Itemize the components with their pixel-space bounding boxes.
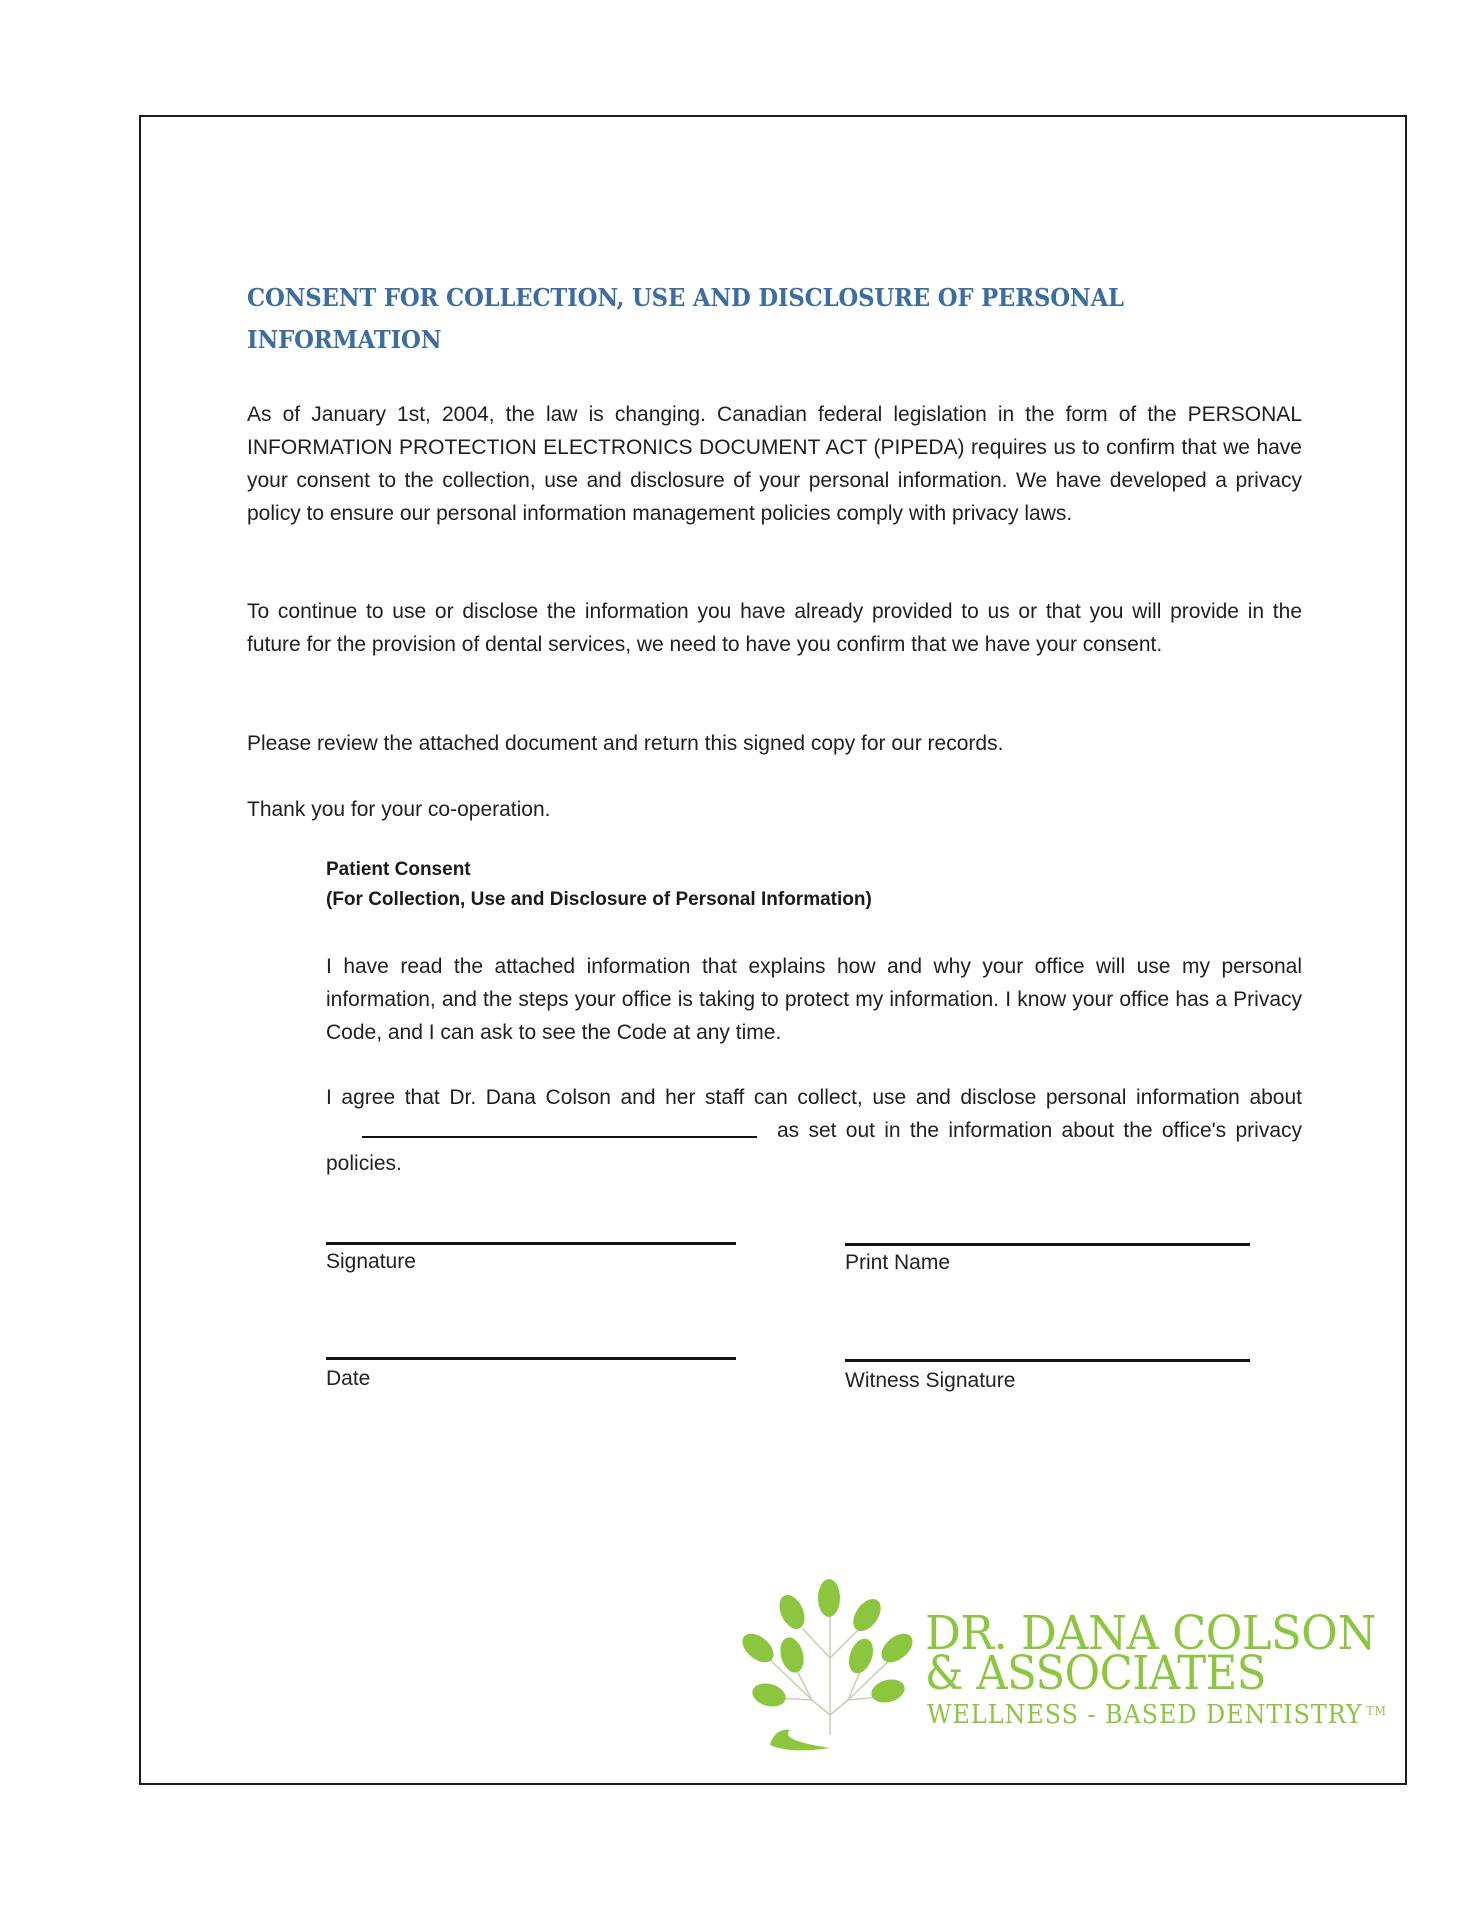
consent-agreement (326, 1081, 1302, 1180)
logo-tagline (927, 1700, 1387, 1730)
print-name-label: Print Name (845, 1251, 951, 1274)
leaf-base-swoosh (770, 1730, 830, 1751)
leaf (845, 1635, 878, 1676)
patient-consent-heading: Patient Consent (326, 859, 471, 880)
leaf (876, 1628, 918, 1668)
leaf (848, 1594, 887, 1636)
signature-field-line[interactable] (326, 1242, 736, 1245)
patient-consent-subheading: (For Collection, Use and Disclosure of Personal Information) (326, 889, 872, 910)
print-name-field-line[interactable] (845, 1243, 1250, 1246)
date-field-line[interactable] (326, 1357, 736, 1360)
date-label: Date (326, 1367, 371, 1390)
tree-icon (730, 1570, 930, 1760)
leaf (869, 1676, 908, 1706)
review-instruction-paragraph: Please review the attached document and return this signed copy for our records. (247, 732, 1004, 755)
witness-signature-field-line[interactable] (845, 1359, 1250, 1362)
signature-label: Signature (326, 1250, 416, 1273)
logo-associates: & ASSOCIATES (925, 1646, 1266, 1701)
leaf (818, 1579, 840, 1617)
patient-name-blank-field[interactable] (362, 1136, 757, 1138)
leaf (774, 1591, 809, 1633)
trademark-symbol: TM (1366, 1704, 1387, 1718)
intro-paragraph: As of January 1st, 2004, the law is changing. Canadian federal legislation in the form of the PERSONAL INFORMATION PROTECTION ELECTRONICS DOCUMENT ACT (PIPEDA) requires us to confirm that we have your consent to the collection, use and disclosure of your personal information. We have developed a privacy policy to ensure our personal information management policies comply with privacy laws. (247, 403, 1302, 525)
consent-statement: I have read the attached information that explains how and why your office will use my personal information, and the steps your office is taking to protect my information. I know your office has a Privacy Code, and I can ask to see the Code at any time. (326, 955, 1302, 1044)
practice-logo (730, 1570, 1387, 1760)
agreement-text-after: as set out in the information about the office's privacy policies. (326, 1119, 1302, 1175)
logo-tagline-text: WELLNESS - BASED DENTISTRY (927, 1700, 1363, 1730)
logo-practice-name: DR. DANA COLSON (925, 1606, 1376, 1661)
thank-you-paragraph: Thank you for your co-operation. (247, 798, 551, 821)
agreement-text-before: I agree that Dr. Dana Colson and her staff can collect, use and disclose personal information about (326, 1086, 1302, 1109)
leaf (777, 1635, 808, 1675)
leaf (750, 1680, 789, 1710)
consent-request-paragraph: To continue to use or disclose the information you have already provided to us or that you will provide in the future for the provision of dental services, we need to have you confirm that we have your consent. (247, 600, 1302, 656)
witness-signature-label: Witness Signature (845, 1369, 1016, 1392)
document-title: CONSENT FOR COLLECTION, USE AND DISCLOSURE OF PERSONAL INFORMATION (247, 283, 1124, 354)
